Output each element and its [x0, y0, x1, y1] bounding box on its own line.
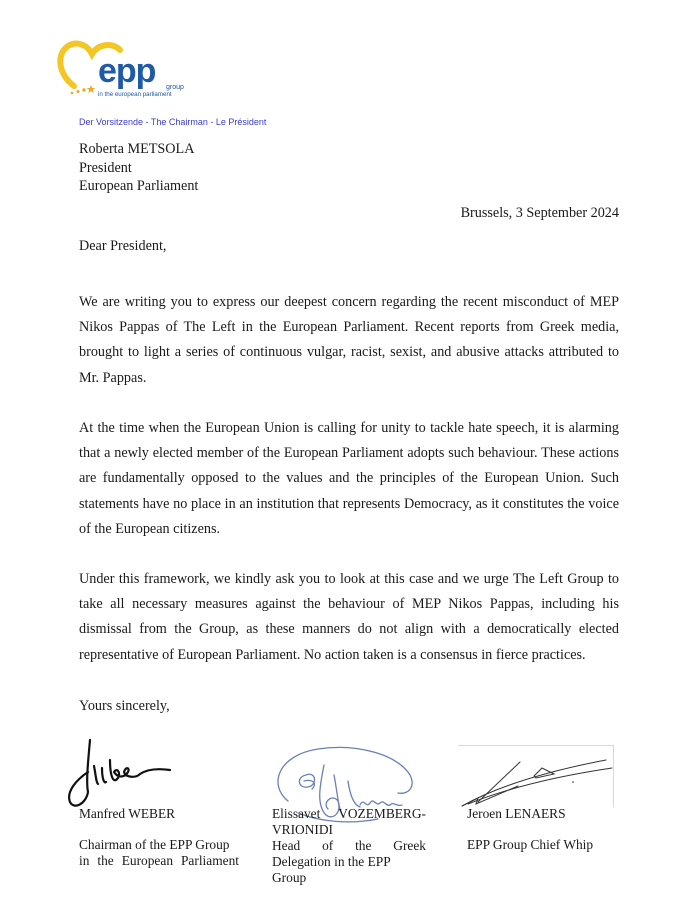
signatory-lenaers — [467, 806, 617, 853]
signatory-role-line: Chairman of the EPP Group — [79, 837, 230, 852]
recipient-institution: European Parliament — [79, 178, 199, 194]
signatory-name-line: Elissavet VOZEMBERG- — [272, 806, 426, 821]
recipient-name: Roberta METSOLA — [79, 141, 195, 157]
recipient-block — [79, 140, 198, 196]
signatory-role-line: Head of the Greek — [272, 838, 426, 853]
signatory-role-line: in the European Parliament — [79, 853, 239, 868]
closing: Yours sincerely, — [79, 698, 170, 714]
logo-wordmark: epp — [98, 52, 156, 90]
recipient-title: President — [79, 159, 132, 176]
epp-heart-logo-icon — [54, 36, 194, 100]
signatory-role-line: Delegation in the EPP Group — [272, 854, 391, 885]
logo-sub-label: group — [166, 84, 184, 91]
salutation: Dear President, — [79, 238, 167, 254]
office-line: Der Vorsitzende - The Chairman - Le Président — [79, 117, 267, 127]
signatory-name: Jeroen LENAERS — [467, 806, 566, 821]
body-paragraph: At the time when the European Union is calling for unity to tackle hate speech, it is alarming that a newly elected member of the European Parliament adopts such behaviour. These actions are fundamentally opposed to the values and the principles of the European Union. Such statements have no place in an institution that represents Democracy, as it constitutes the voice of the European citizens. — [79, 420, 619, 537]
date-line: Brussels, 3 September 2024 — [460, 205, 619, 221]
lenaers-signature-icon — [458, 745, 614, 807]
body-paragraph: Under this framework, we kindly ask you to look at this case and we urge The Left Group to take all necessary measures against the behaviour of MEP Nikos Pappas, including his dismissal from the Group, as these manners do not align with a democratically elected representative of European Parliament. No action taken is a consensus in fierce practices. — [79, 571, 619, 663]
signatory-role-line: EPP Group Chief Whip — [467, 837, 594, 852]
logo-tagline: in the european parliament — [98, 91, 172, 98]
body-paragraph: We are writing you to express our deepest concern regarding the recent misconduct of MEP Nikos Pappas of The Left in the European Parliament. Recent reports from Greek media, brought to light a series of continuous vulgar, racist, sexist, and abusive attacks attributed to Mr. Pappas. — [79, 294, 619, 386]
signatory-vozemberg — [272, 806, 426, 886]
signatory-weber — [79, 806, 239, 869]
weber-signature-icon — [66, 732, 186, 812]
signatory-name: Manfred WEBER — [79, 806, 176, 821]
signatory-name-line: VRIONIDI — [272, 822, 333, 837]
epp-group-logo — [54, 36, 194, 100]
